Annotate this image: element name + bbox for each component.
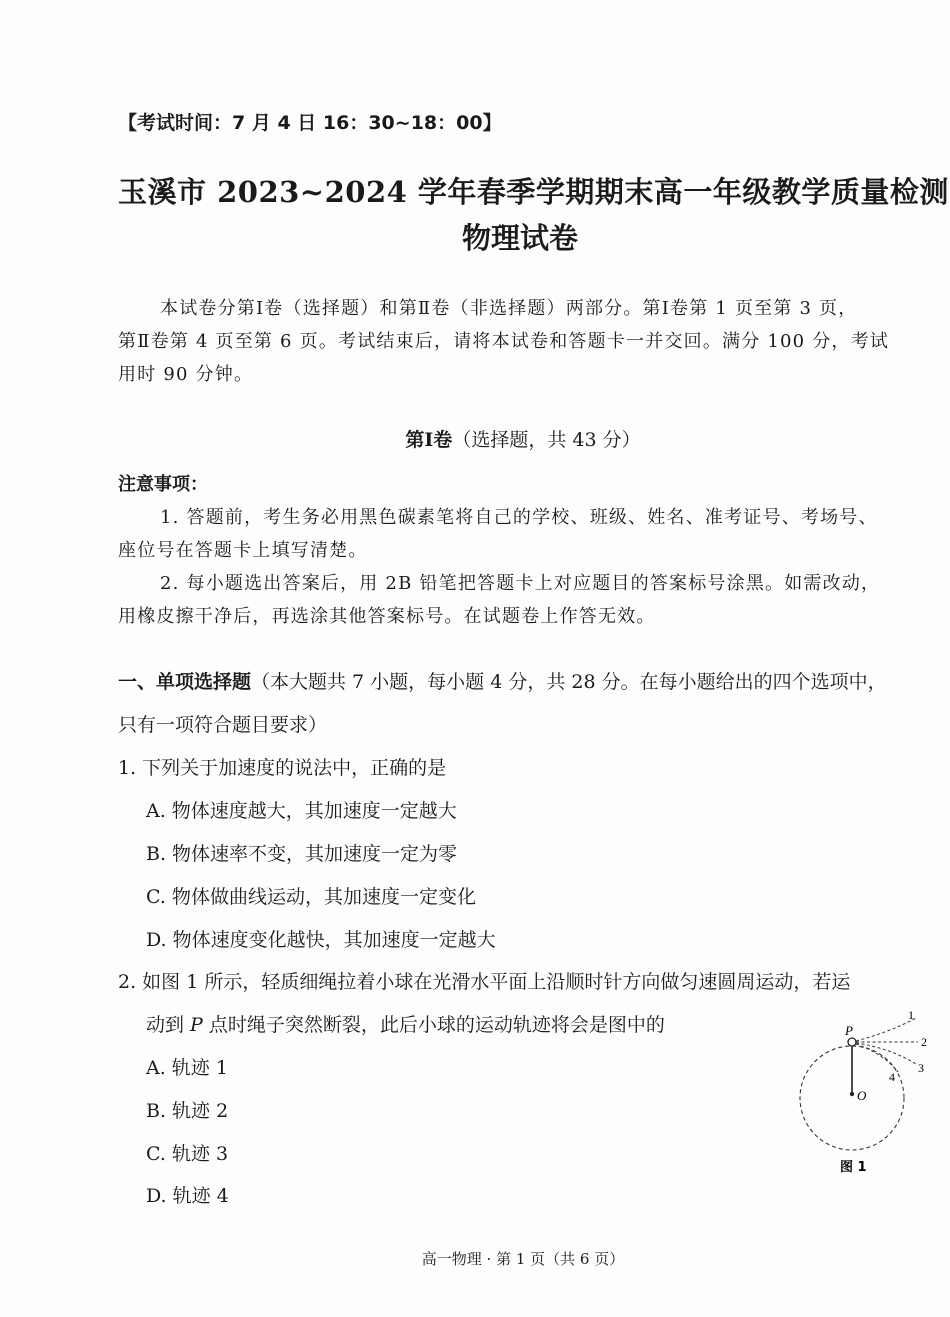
q1-option-a: A. 物体速度越大，其加速度一定越大 (146, 800, 457, 822)
intro-line2: 第Ⅱ卷第 4 页至第 6 页。考试结束后，请将本试卷和答题卡一并交回。满分 100 分，考试 (118, 331, 890, 352)
center-dot (850, 1092, 854, 1096)
exam-time: 【考试时间：7 月 4 日 16：30~18：00】 (118, 112, 502, 134)
q2-option-a: A. 轨迹 1 (146, 1057, 228, 1079)
label-3: 3 (918, 1061, 924, 1075)
exam-title-line1: 玉溪市 2023~2024 学年春季学期期末高一年级教学质量检测 (118, 175, 949, 209)
section1-label: 第Ⅰ卷 (405, 429, 453, 451)
trajectory-1 (856, 1018, 916, 1041)
q2-option-b: B. 轨迹 2 (146, 1100, 229, 1122)
q2-point-var: P (190, 1014, 203, 1036)
part1-heading-line (118, 667, 887, 694)
q1-stem: 1. 下列关于加速度的说法中，正确的是 (118, 757, 447, 779)
q2-option-d: D. 轨迹 4 (146, 1185, 229, 1207)
ball-p (848, 1038, 856, 1046)
notice-heading: 注意事项： (118, 474, 208, 495)
figure-caption: 图 1 (840, 1160, 867, 1175)
q2-stem-line2 (146, 1010, 665, 1037)
section1-detail: （选择题，共 43 分） (452, 429, 641, 451)
notice-item2-line2: 用橡皮擦干净后，再选涂其他答案标号。在试题卷上作答无效。 (118, 606, 656, 627)
part1-desc-line1: （本大题共 7 小题，每小题 4 分，共 28 分。在每小题给出的四个选项中， (251, 671, 887, 693)
q2-option-c: C. 轨迹 3 (146, 1143, 229, 1165)
q2-stem-line1: 2. 如图 1 所示，轻质细绳拉着小球在光滑水平面上沿顺时针方向做匀速圆周运动，若运 (118, 971, 851, 993)
label-4: 4 (889, 1070, 895, 1084)
q2-stem-pre: 动到 (146, 1014, 191, 1036)
section1-title (0, 425, 950, 452)
label-1: 1 (908, 1008, 914, 1022)
trajectory-3 (856, 1043, 916, 1064)
trajectory-4 (856, 1044, 898, 1072)
notice-item2-line1: 2. 每小题选出答案后，用 2B 铅笔把答题卡上对应题目的答案标号涂黑。如需改动， (160, 573, 881, 594)
label-o: O (857, 1088, 867, 1103)
page-footer: 高一物理 · 第 1 页（共 6 页） (421, 1250, 625, 1268)
label-2: 2 (921, 1035, 927, 1049)
label-p: P (845, 1023, 853, 1038)
intro-line1: 本试卷分第Ⅰ卷（选择题）和第Ⅱ卷（非选择题）两部分。第Ⅰ卷第 1 页至第 3 页， (160, 298, 858, 319)
part1-desc-line2: 只有一项符合题目要求） (118, 714, 328, 736)
part1-heading: 一、单项选择题 (118, 671, 252, 693)
intro-line3: 用时 90 分钟。 (118, 364, 254, 385)
q2-stem-post: 点时绳子突然断裂，此后小球的运动轨迹将会是图中的 (202, 1014, 665, 1036)
figure-1-circular-motion (790, 1008, 940, 1183)
q1-option-b: B. 物体速率不变，其加速度一定为零 (146, 843, 458, 865)
notice-item1-line2: 座位号在答题卡上填写清楚。 (118, 540, 368, 561)
exam-title-line2: 物理试卷 (461, 221, 578, 255)
q1-option-c: C. 物体做曲线运动，其加速度一定变化 (146, 886, 476, 908)
notice-item1-line1: 1. 答题前，考生务必用黑色碳素笔将自己的学校、班级、姓名、准考证号、考场号、 (160, 507, 878, 528)
q1-option-d: D. 物体速度变化越快，其加速度一定越大 (146, 929, 496, 951)
